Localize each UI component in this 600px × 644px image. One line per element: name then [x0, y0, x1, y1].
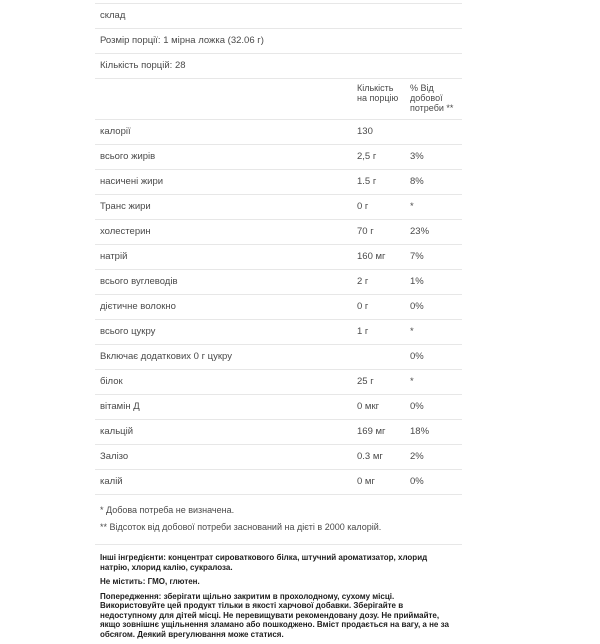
nutrient-dv: 8% [410, 176, 424, 187]
serving-size-row [95, 29, 462, 54]
nutrient-dv [410, 127, 462, 137]
does-not-contain-text: Не містить: ГМО, глютен. [100, 577, 200, 586]
nutrient-dv: 3% [410, 151, 424, 162]
table-row [95, 320, 462, 345]
servings-count-row [95, 54, 462, 79]
nutrient-label: холестерин [100, 226, 151, 237]
nutrient-dv: 0% [410, 301, 424, 312]
nutrient-dv: 0% [410, 401, 424, 412]
additional-info-block [95, 545, 462, 639]
nutrient-label: білок [100, 376, 123, 387]
supplement-facts-panel [95, 0, 462, 644]
serving-size-text: Розмір порції: 1 мірна ложка (32.06 г) [100, 35, 264, 46]
section-title-row[interactable] [95, 3, 462, 29]
nutrient-amount: 130 [357, 126, 373, 137]
table-row [95, 270, 462, 295]
table-row [95, 445, 462, 470]
nutrient-label: всього вуглеводів [100, 276, 178, 287]
nutrition-table [95, 120, 462, 495]
nutrient-amount: 70 г [357, 226, 374, 237]
other-ingredients-text: Інші інгредієнти: концентрат сироваткового білка, штучний ароматизатор, хлорид натрію, хлорид калію, сукралоза. [100, 553, 428, 572]
nutrient-dv: * [410, 376, 414, 387]
servings-count-text: Кількість порцій: 28 [100, 60, 186, 71]
nutrient-amount: 2 г [357, 276, 369, 287]
nutrient-dv: 18% [410, 426, 430, 437]
nutrient-label: Транс жири [100, 201, 151, 212]
nutrient-amount: 0 мкг [357, 401, 380, 412]
nutrient-label: Включає додаткових 0 г цукру [100, 351, 232, 362]
nutrient-amount: 0 мг [357, 476, 375, 487]
table-row [95, 145, 462, 170]
nutrient-amount: 25 г [357, 376, 374, 387]
nutrient-dv: * [410, 201, 414, 212]
nutrient-label: калій [100, 476, 123, 487]
nutrient-amount [357, 352, 410, 362]
table-row [95, 220, 462, 245]
nutrient-label: всього цукру [100, 326, 156, 337]
nutrient-amount: 169 мг [357, 426, 386, 437]
table-row [95, 420, 462, 445]
table-row [95, 370, 462, 395]
table-row [95, 120, 462, 145]
nutrient-dv: * [410, 326, 414, 337]
nutrient-dv: 0% [410, 476, 424, 487]
table-row [95, 195, 462, 220]
section-title: склад [100, 10, 126, 21]
nutrient-amount: 2,5 г [357, 151, 377, 162]
table-row [95, 245, 462, 270]
nutrient-label: Залізо [100, 451, 129, 462]
nutrient-amount: 160 мг [357, 251, 386, 262]
nutrient-dv: 0% [410, 351, 424, 362]
footnotes-block [95, 495, 462, 545]
nutrient-label: дієтичне волокно [100, 301, 176, 312]
nutrient-amount: 0.3 мг [357, 451, 383, 462]
table-row [95, 170, 462, 195]
nutrient-label: всього жирів [100, 151, 156, 162]
nutrient-column-header [95, 83, 357, 113]
nutrient-dv: 1% [410, 276, 424, 287]
footnote-single-asterisk: * Добова потреба не визначена. [100, 505, 235, 515]
nutrient-label: калорії [100, 126, 131, 137]
nutrient-label: вітамін Д [100, 401, 140, 412]
nutrient-label: кальцій [100, 426, 133, 437]
footnote-double-asterisk: ** Відсоток від добової потреби заснований на дієті в 2000 калорій. [100, 522, 382, 532]
table-row [95, 345, 462, 370]
nutrient-label: натрій [100, 251, 128, 262]
warning-text: Попередження: зберігати щільно закритим в прохолодному, сухому місці. Використовуйте цей продукт тільки в якості харчової добавки. Зберігайте в недоступному для дітей місці. Не перевищувати рекомендовану дозу. Не приймайте, якщо зовнішнє ущільнення зламано або пошкоджено. Вміст продається на вагу, а не за обсягом. Деякий врегулювання може статися. [100, 591, 449, 639]
amount-column-header: Кількість на порцію [357, 83, 399, 103]
nutrient-label: насичені жири [100, 176, 164, 187]
nutrient-dv: 23% [410, 226, 430, 237]
dv-column-header: % Від добової потреби ** [410, 83, 454, 113]
nutrient-dv: 7% [410, 251, 424, 262]
table-row [95, 395, 462, 420]
table-header-row [95, 79, 462, 120]
nutrient-amount: 0 г [357, 301, 369, 312]
nutrient-amount: 0 г [357, 201, 369, 212]
nutrient-amount: 1 г [357, 326, 369, 337]
nutrient-dv: 2% [410, 451, 424, 462]
table-row [95, 470, 462, 495]
table-row [95, 295, 462, 320]
nutrient-amount: 1.5 г [357, 176, 377, 187]
